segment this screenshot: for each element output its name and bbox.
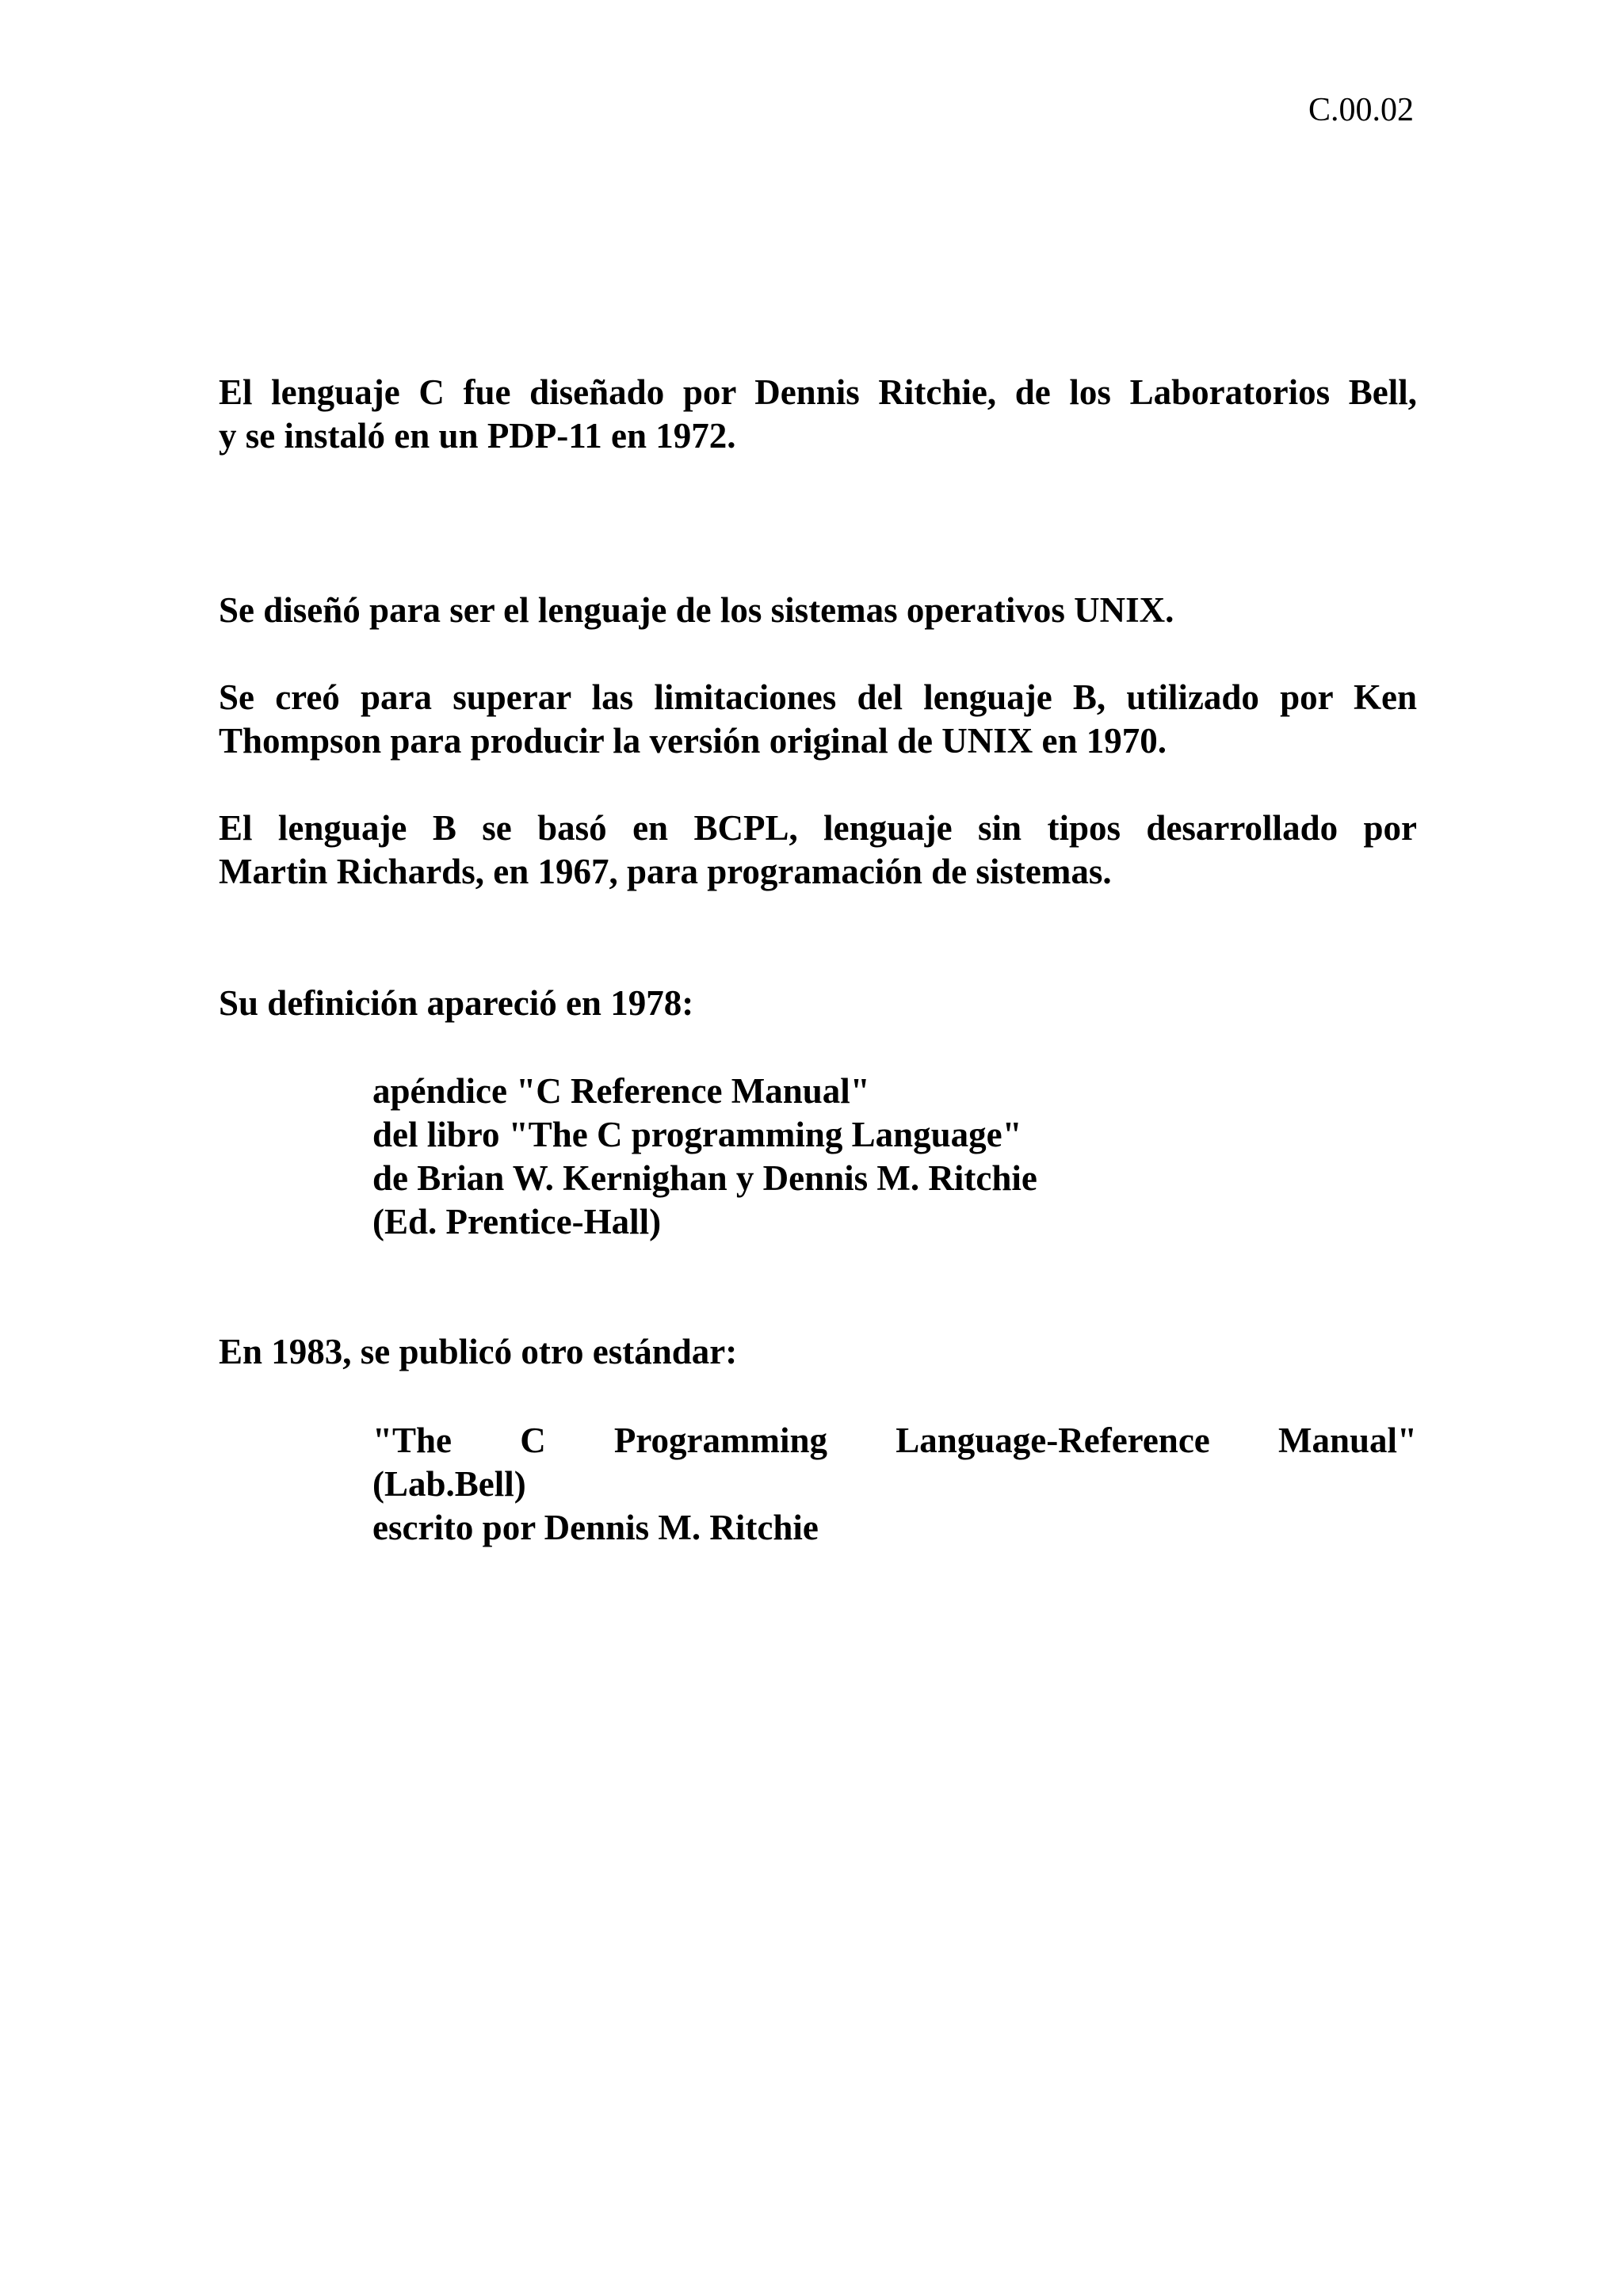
intro-line-2: y se instaló en un PDP-11 en 1972. xyxy=(219,416,736,456)
standard-line-2: (Lab.Bell) xyxy=(372,1464,526,1504)
definition-line-4: (Ed. Prentice-Hall) xyxy=(372,1202,662,1241)
origin-paragraph xyxy=(219,676,1417,763)
intro-paragraph xyxy=(219,371,1417,458)
standard-details xyxy=(372,1419,1417,1550)
purpose-paragraph xyxy=(219,589,1417,632)
standard-heading xyxy=(219,1330,1417,1374)
page-code: C.00.02 xyxy=(1308,92,1414,128)
definition-heading-text: Su definición apareció en 1978: xyxy=(219,983,694,1023)
definition-line-2: del libro "The C programming Language" xyxy=(372,1115,1022,1154)
purpose-line-1: Se diseñó para ser el lenguaje de los sistemas operativos UNIX. xyxy=(219,590,1174,630)
definition-line-3: de Brian W. Kernighan y Dennis M. Ritchie xyxy=(372,1158,1037,1198)
origin-line-2: Thompson para producir la versión original de UNIX en 1970. xyxy=(219,721,1167,761)
standard-heading-text: En 1983, se publicó otro estándar: xyxy=(219,1332,738,1371)
definition-heading xyxy=(219,982,1417,1025)
definition-line-1: apéndice "C Reference Manual" xyxy=(372,1071,870,1111)
bcpl-line-1: El lenguaje B se basó en BCPL, lenguaje sin tipos desarrollado por xyxy=(219,808,1417,848)
standard-line-1: "The C Programming Language-Reference Manual" xyxy=(372,1421,1417,1460)
bcpl-paragraph xyxy=(219,807,1417,894)
definition-details xyxy=(372,1070,1417,1244)
standard-line-3: escrito por Dennis M. Ritchie xyxy=(372,1508,819,1547)
bcpl-line-2: Martin Richards, en 1967, para programación de sistemas. xyxy=(219,852,1112,891)
intro-line-1: El lenguaje C fue diseñado por Dennis Ritchie, de los Laboratorios Bell, xyxy=(219,372,1417,412)
origin-line-1: Se creó para superar las limitaciones del lenguaje B, utilizado por Ken xyxy=(219,677,1417,717)
